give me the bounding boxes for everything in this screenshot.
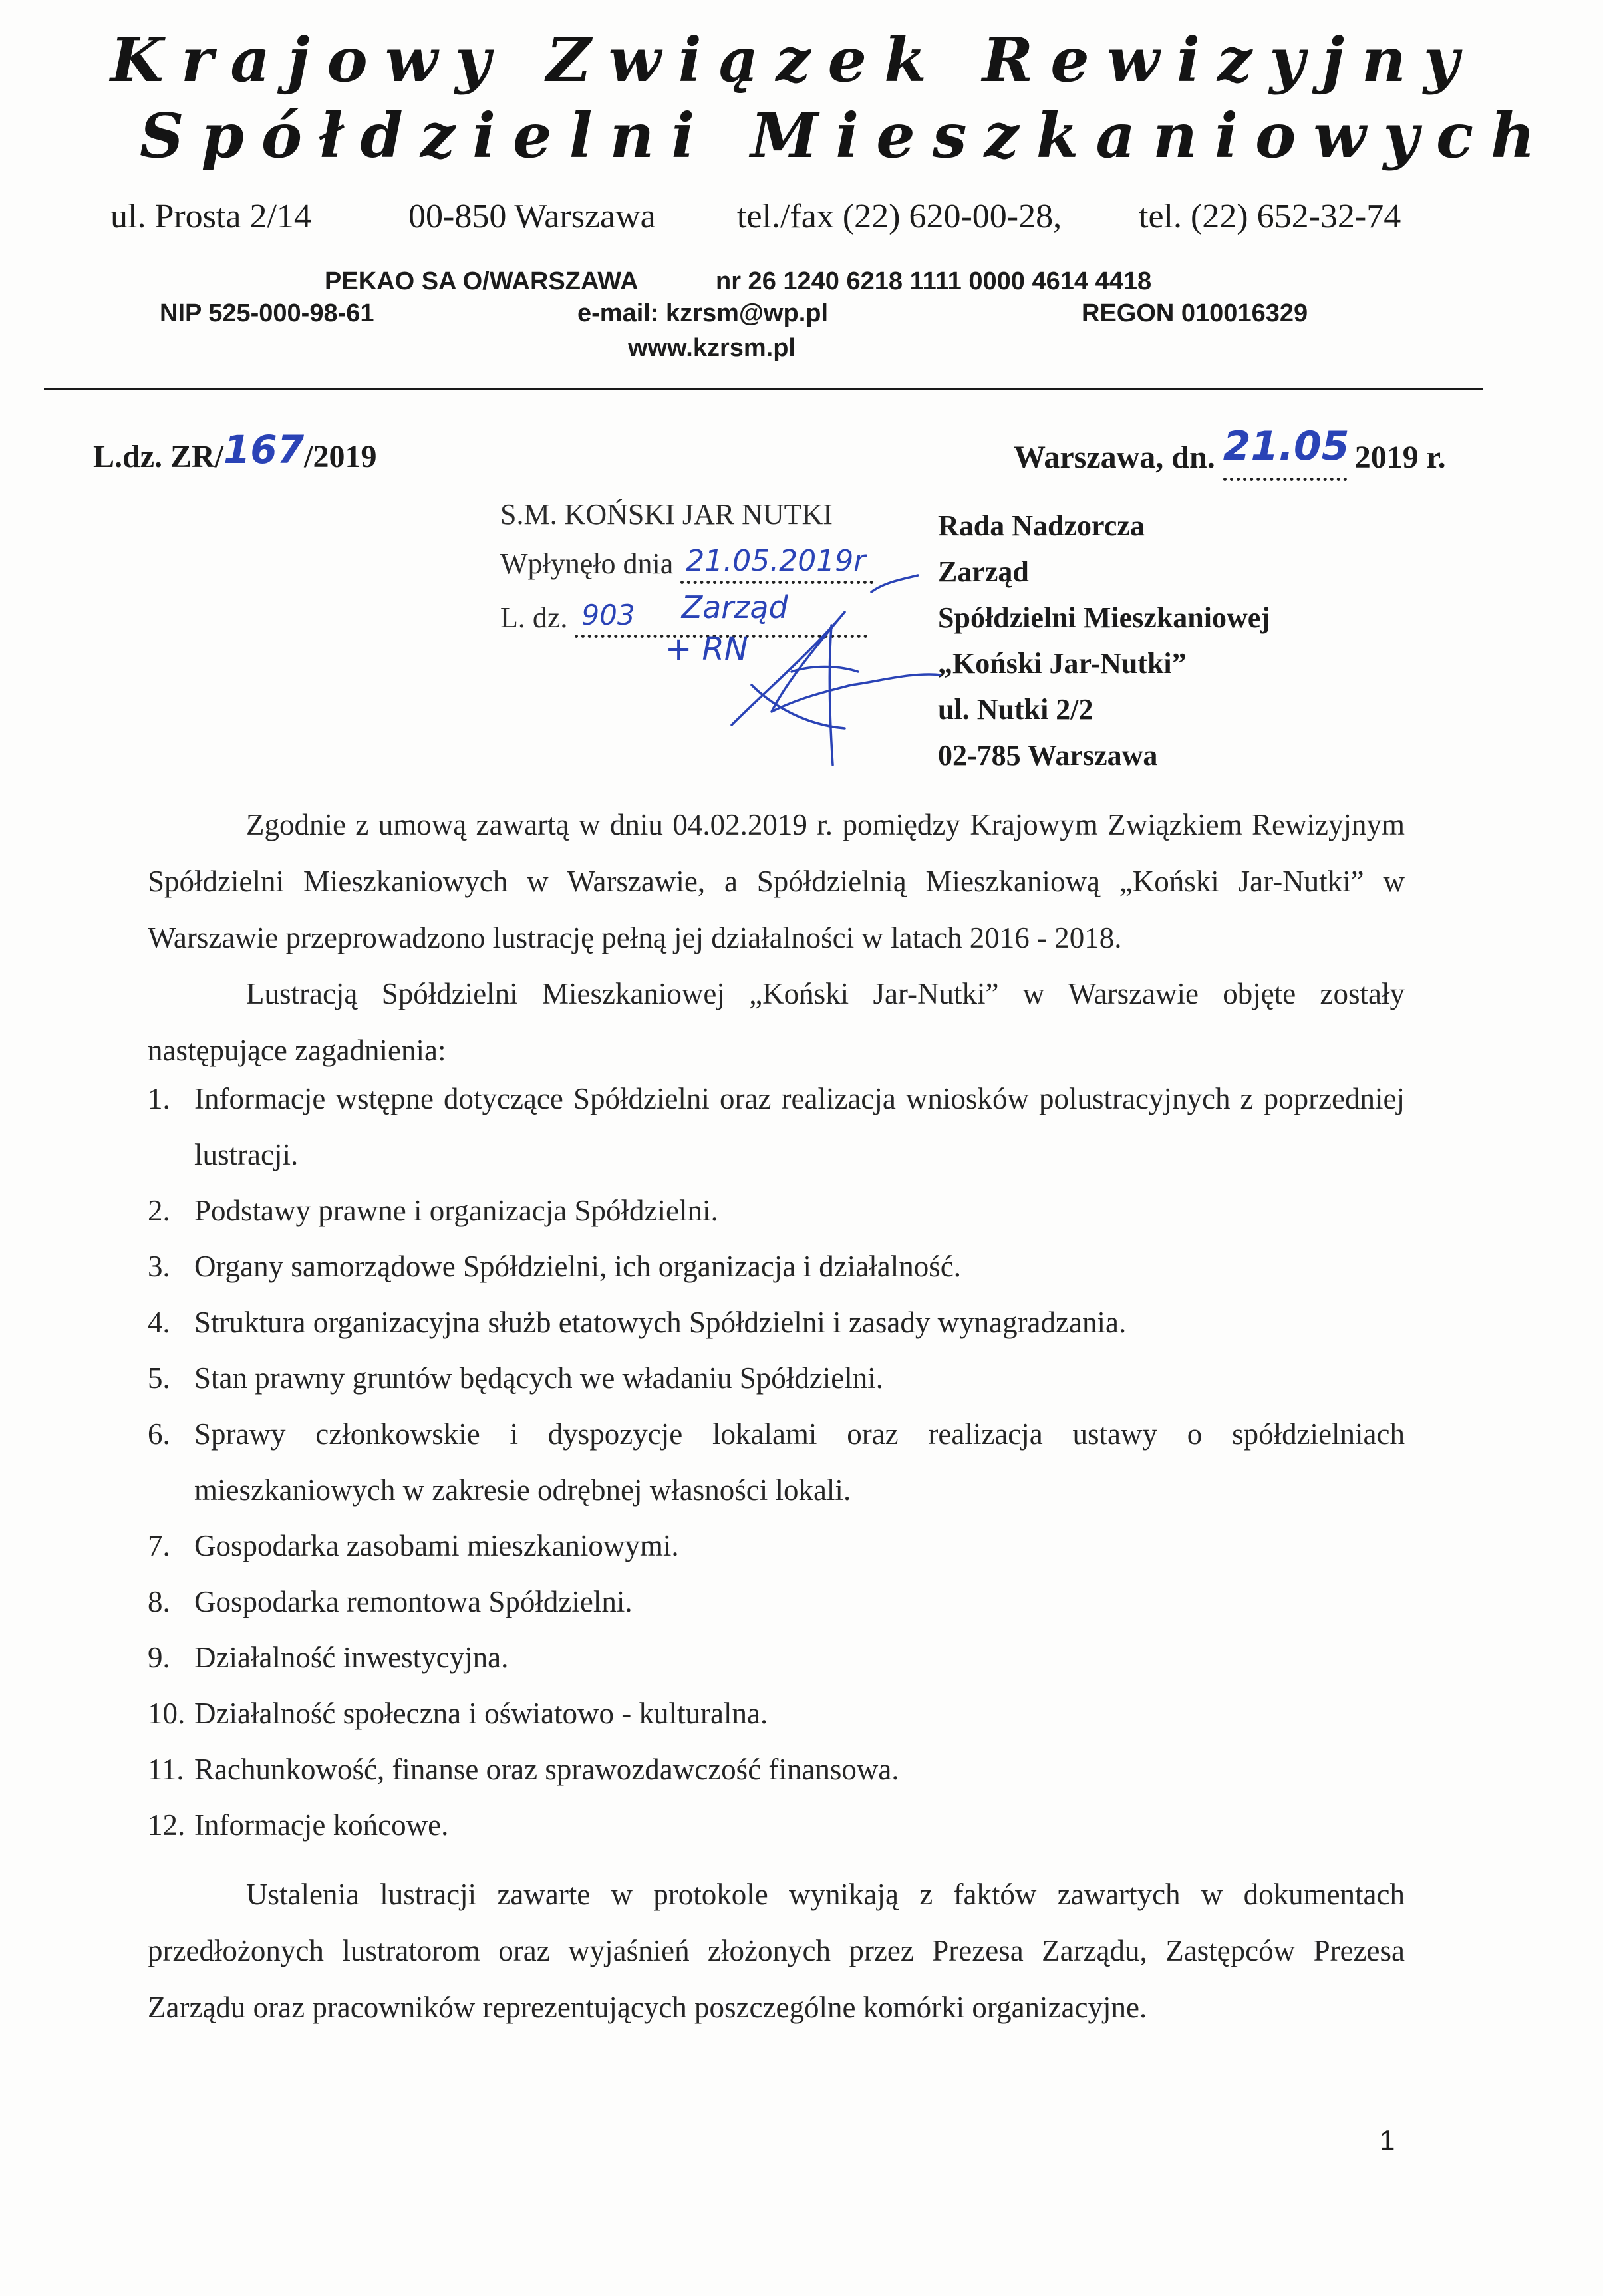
org-nip: NIP 525-000-98-61 — [160, 299, 374, 327]
list-item-text: Organy samorządowe Spółdzielni, ich organizacja i działalność. — [194, 1250, 961, 1283]
org-website: www.kzrsm.pl — [628, 334, 796, 362]
stamp-received-date: 21.05.2019r — [686, 544, 866, 578]
list-item-text: Informacje wstępne dotyczące Spółdzielni oraz realizacja wniosków polustracyjnych z poprzedniej lustracji. — [194, 1082, 1405, 1171]
list-item — [148, 1183, 1405, 1238]
list-item-text: Gospodarka remontowa Spółdzielni. — [194, 1585, 633, 1618]
stamp-note-council: + RN — [665, 631, 748, 668]
list-item — [148, 1630, 1405, 1685]
reference-suffix: /2019 — [304, 439, 377, 474]
org-tel: tel. (22) 652-32-74 — [1139, 198, 1401, 235]
list-item-text: Gospodarka zasobami mieszkaniowymi. — [194, 1529, 679, 1562]
list-item-text: Podstawy prawne i organizacja Spółdzielni. — [194, 1194, 718, 1227]
reference-prefix: L.dz. ZR/ — [93, 439, 224, 474]
list-item-number: 11. — [148, 1753, 184, 1786]
list-item — [148, 1797, 1405, 1853]
reference-handwritten-number: 167 — [223, 427, 305, 472]
org-city: 00-850 Warszawa — [408, 198, 656, 235]
list-item-number: 6. — [148, 1417, 170, 1451]
list-item — [148, 1406, 1405, 1518]
list-item-text: Rachunkowość, finanse oraz sprawozdawczość finansowa. — [194, 1753, 899, 1786]
body-paragraph-2: Lustracją Spółdzielni Mieszkaniowej „Koński Jar-Nutki” w Warszawie objęte zostały następujące zagadnienia: — [148, 977, 1405, 1067]
org-street: ul. Prosta 2/14 — [110, 198, 311, 235]
list-item-number: 5. — [148, 1362, 170, 1395]
stamp-note-board: Zarząd — [681, 589, 788, 625]
list-item-number: 2. — [148, 1194, 170, 1227]
list-item — [148, 1685, 1405, 1741]
list-item-text: Działalność inwestycyjna. — [194, 1641, 509, 1674]
addressee-line: ul. Nutki 2/2 — [938, 693, 1093, 726]
addressee-block — [938, 503, 1270, 778]
org-regon: REGON 010016329 — [1082, 299, 1308, 327]
list-item-text: Struktura organizacyjna służb etatowych Spółdzielni i zasady wynagradzania. — [194, 1306, 1127, 1339]
list-item — [148, 1741, 1405, 1797]
org-email: e-mail: kzrsm@wp.pl — [577, 299, 829, 327]
addressee-line: 02-785 Warszawa — [938, 739, 1158, 772]
date-place: Warszawa, dn. — [1014, 440, 1215, 475]
list-item — [148, 1294, 1405, 1350]
list-item-text: Sprawy członkowskie i dyspozycje lokalami oraz realizacja ustawy o spółdzielniach mieszkaniowych w zakresie odrębnej własności lokali. — [194, 1417, 1405, 1507]
list-item — [148, 1238, 1405, 1294]
body-paragraph-3: Ustalenia lustracji zawarte w protokole wynikają z faktów zawartych w dokumentach przedłożonych lustratorom oraz wyjaśnień złożonych przez Prezesa Zarządu, Zastępców Prezesa Zarządu oraz pracowników reprezentujących poszczególne komórki organizacyjne. — [148, 1878, 1405, 2024]
list-item-number: 3. — [148, 1250, 170, 1283]
list-item — [148, 1518, 1405, 1574]
list-item-number: 4. — [148, 1306, 170, 1339]
bank-account: nr 26 1240 6218 1111 0000 4614 4418 — [716, 267, 1152, 295]
org-telfax: tel./fax (22) 620-00-28, — [737, 198, 1062, 235]
list-item-text: Działalność społeczna i oświatowo - kulturalna. — [194, 1697, 768, 1730]
org-name-line-1: Krajowy Związek Rewizyjny — [110, 24, 1477, 96]
date-handwritten: 21.05 — [1223, 423, 1350, 470]
list-item — [148, 1350, 1405, 1406]
date-year: 2019 r. — [1354, 440, 1446, 475]
body-paragraph-1: Zgodnie z umową zawartą w dniu 04.02.2019 r. pomiędzy Krajowym Związkiem Rewizyjnym Spółdzielni Mieszkaniowych w Warszawie, a Spółdzielnią Mieszkaniową „Koński Jar-Nutki” w Warszawie przeprowadzono lustrację pełną jej działalności w latach 2016 - 2018. — [148, 808, 1405, 954]
addressee-line: „Koński Jar-Nutki” — [938, 647, 1187, 680]
list-item-number: 8. — [148, 1585, 170, 1618]
list-item-number: 7. — [148, 1529, 170, 1562]
list-item — [148, 1574, 1405, 1630]
org-name-line-2: Spółdzielni Mieszkaniowych — [140, 100, 1552, 172]
stamp-ldz-value: 903 — [581, 599, 635, 631]
page-number: 1 — [1380, 2124, 1395, 2156]
handwritten-signature — [712, 572, 964, 778]
list-item-number: 1. — [148, 1082, 170, 1115]
list-item-number: 12. — [148, 1808, 186, 1842]
list-item-text: Informacje końcowe. — [194, 1808, 449, 1842]
date-dotted-field — [1223, 423, 1350, 481]
stamp-received-label: Wpłynęło dnia — [500, 547, 674, 580]
bank-name: PEKAO SA O/WARSZAWA — [325, 267, 639, 295]
reference-number — [93, 427, 377, 476]
list-item-text: Stan prawny gruntów będących we władaniu Spółdzielni. — [194, 1362, 883, 1395]
addressee-line: Spółdzielni Mieszkaniowej — [938, 601, 1270, 634]
list-item-number: 9. — [148, 1641, 170, 1674]
stamp-org: S.M. KOŃSKI JAR NUTKI — [500, 498, 833, 531]
addressee-line: Zarząd — [938, 555, 1029, 588]
scope-list — [148, 1071, 1405, 1853]
addressee-line: Rada Nadzorcza — [938, 509, 1145, 542]
letter-date — [1014, 423, 1446, 481]
list-item — [148, 1071, 1405, 1183]
list-item-number: 10. — [148, 1697, 186, 1730]
header-divider — [44, 388, 1483, 390]
stamp-ldz-label: L. dz. — [500, 601, 568, 634]
